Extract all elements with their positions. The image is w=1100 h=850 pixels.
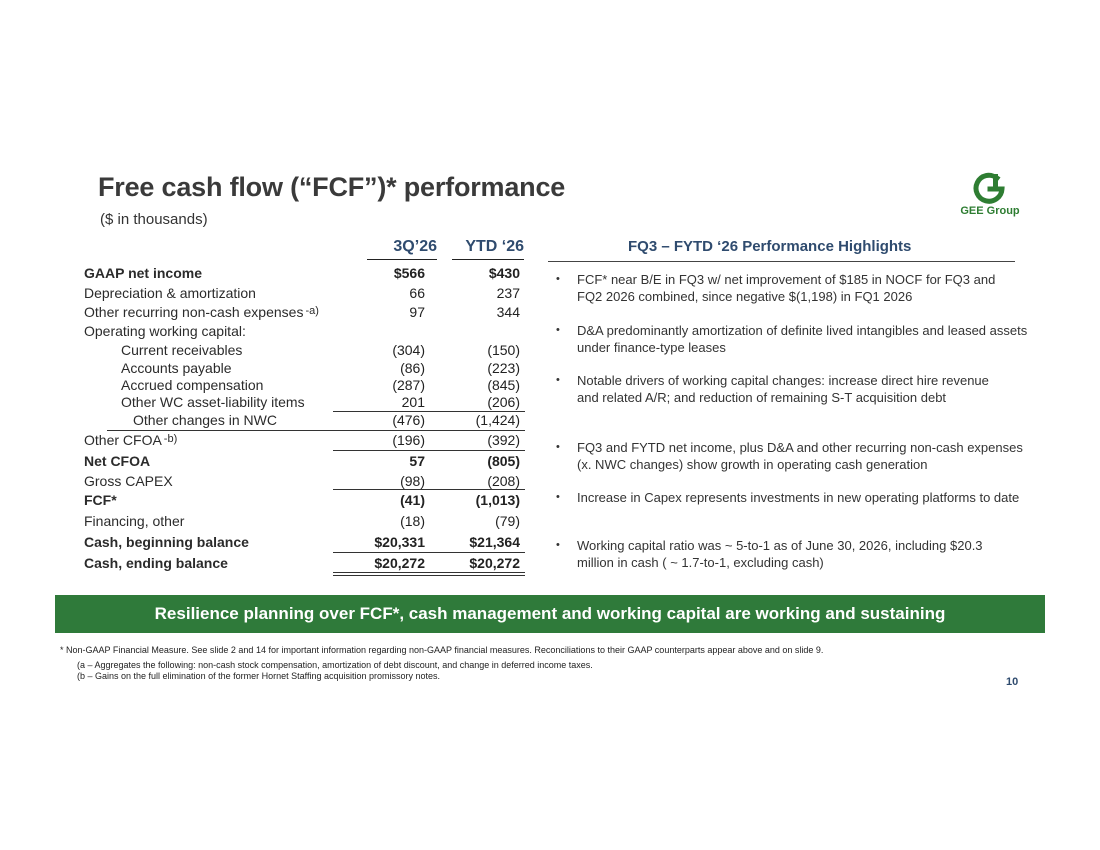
- row-value-ytd26: 344: [496, 304, 520, 320]
- highlight-text: FCF* near B/E in FQ3 w/ net improvement of $185 in NOCF for FQ3 and FQ2 2026 combined, since negative $(1,198) in FQ1 2026: [577, 272, 996, 304]
- row-label: Operating working capital:: [84, 323, 246, 339]
- row-value-3q26: (41): [400, 492, 425, 508]
- highlight-text: Increase in Capex represents investments in new operating platforms to date: [577, 490, 1020, 505]
- row-value-ytd26: (1,424): [475, 412, 520, 428]
- row-label: Current receivables: [121, 342, 243, 358]
- row-label: Net CFOA: [84, 453, 151, 469]
- table-row: [0, 512, 540, 530]
- highlights-rule: [548, 261, 1015, 262]
- row-value-3q26: (86): [400, 360, 425, 376]
- table-row: [0, 491, 540, 509]
- row-value-3q26: (18): [400, 513, 425, 529]
- row-label: Other changes in NWC: [133, 412, 277, 428]
- bullet-glyph: •: [556, 441, 560, 453]
- table-row: [0, 322, 540, 340]
- row-label: GAAP net income: [84, 265, 202, 281]
- table-row: [0, 393, 540, 411]
- row-value-3q26: 201: [401, 394, 425, 410]
- table-row: [0, 376, 540, 394]
- row-value-3q26: 57: [409, 453, 425, 469]
- subtotal-rule: [333, 489, 525, 490]
- row-value-3q26: 66: [409, 285, 425, 301]
- row-label: FCF*: [84, 492, 117, 508]
- row-value-3q26: (287): [392, 377, 425, 393]
- footnote-marker: -a): [305, 305, 319, 317]
- bullet-glyph: •: [556, 374, 560, 386]
- row-value-ytd26: $21,364: [469, 534, 520, 550]
- column-header-3q26: 3Q’26: [367, 238, 437, 260]
- row-label: Other CFOA $^{-b)}$: [84, 432, 178, 448]
- summary-banner: Resilience planning over FCF*, cash management and working capital are working and sustaining: [55, 595, 1045, 633]
- highlight-text: FQ3 and FYTD net income, plus D&A and other recurring non-cash expenses (x. NWC changes) show growth in operating cash generation: [577, 440, 1023, 472]
- company-logo: [958, 172, 1022, 218]
- column-header-ytd26: YTD ‘26: [452, 238, 524, 260]
- row-value-3q26: (98): [400, 473, 425, 489]
- logo-text: GEE Group: [960, 205, 1020, 217]
- row-value-3q26: $566: [393, 265, 425, 281]
- row-value-ytd26: $20,272: [469, 555, 520, 571]
- table-row: [0, 431, 540, 449]
- table-row: [0, 533, 540, 551]
- page-title: Free cash flow (“FCF”)* performance: [98, 172, 566, 202]
- row-value-ytd26: (206): [487, 394, 520, 410]
- row-value-ytd26: (392): [487, 432, 520, 448]
- row-value-3q26: (304): [392, 342, 425, 358]
- row-value-ytd26: $430: [488, 265, 520, 281]
- row-value-3q26: 97: [409, 304, 425, 320]
- row-label: Depreciation & amortization: [84, 285, 256, 301]
- row-value-ytd26: (208): [487, 473, 520, 489]
- row-label: Gross CAPEX: [84, 473, 173, 489]
- row-label: Financing, other: [84, 513, 185, 529]
- page-subtitle: ($ in thousands): [100, 211, 208, 228]
- row-value-ytd26: (1,013): [475, 492, 520, 508]
- table-row: [0, 303, 540, 321]
- highlights-title: FQ3 – FYTD ‘26 Performance Highlights: [628, 238, 912, 255]
- row-label: Accrued compensation: [121, 377, 264, 393]
- table-row: [0, 284, 540, 302]
- row-label: Cash, beginning balance: [84, 534, 249, 550]
- table-row: [0, 264, 540, 282]
- table-row: [0, 554, 540, 572]
- subtotal-rule: [333, 552, 525, 553]
- highlight-text: Notable drivers of working capital changes: increase direct hire revenue and related A/R; and reduction of remaining S-T acquisition debt: [577, 373, 989, 405]
- page-number: 10: [1006, 676, 1019, 688]
- highlight-text: D&A predominantly amortization of definite lived intangibles and leased assets under finance-type leases: [577, 323, 1028, 355]
- total-rule-1: [333, 572, 525, 573]
- subtotal-rule: [333, 450, 525, 451]
- bullet-glyph: •: [556, 539, 560, 551]
- total-rule-2: [333, 575, 525, 576]
- row-value-ytd26: (845): [487, 377, 520, 393]
- table-row: [0, 411, 540, 429]
- row-value-ytd26: (150): [487, 342, 520, 358]
- row-value-3q26: (476): [392, 412, 425, 428]
- row-label: Other recurring non-cash expenses $^{-a)}$: [84, 304, 319, 320]
- row-label: Other WC asset-liability items: [121, 394, 305, 410]
- bullet-glyph: •: [556, 324, 560, 336]
- row-value-ytd26: 237: [496, 285, 520, 301]
- row-value-ytd26: (79): [495, 513, 520, 529]
- row-value-ytd26: (805): [487, 453, 520, 469]
- footnote-a: (a – Aggregates the following: non-cash stock compensation, amortization of debt discount, and change in deferred income taxes.: [77, 660, 593, 670]
- highlight-text: Working capital ratio was ~ 5-to-1 as of June 30, 2026, including $20.3 million in cash ( ~ 1.7-to-1, excluding cash): [577, 538, 983, 570]
- row-label: Accounts payable: [121, 360, 232, 376]
- row-value-3q26: (196): [392, 432, 425, 448]
- bullet-glyph: •: [556, 491, 560, 503]
- bullet-glyph: •: [556, 273, 560, 285]
- row-value-3q26: $20,272: [374, 555, 425, 571]
- footnote-marker: -b): [163, 433, 178, 445]
- footnote-b: (b – Gains on the full elimination of the former Hornet Staffing acquisition promissory notes.: [77, 671, 441, 681]
- footnote-main: * Non-GAAP Financial Measure. See slide 2 and 14 for important information regarding non-GAAP financial measures. Reconciliations to their GAAP counterparts appear above and on slide 9.: [60, 645, 824, 655]
- row-value-3q26: $20,331: [374, 534, 425, 550]
- table-row: [0, 472, 540, 490]
- gee-logo-icon: [969, 172, 1011, 204]
- table-row: [0, 359, 540, 377]
- row-label: Cash, ending balance: [84, 555, 228, 571]
- table-row: [0, 452, 540, 470]
- table-row: [0, 341, 540, 359]
- row-value-ytd26: (223): [487, 360, 520, 376]
